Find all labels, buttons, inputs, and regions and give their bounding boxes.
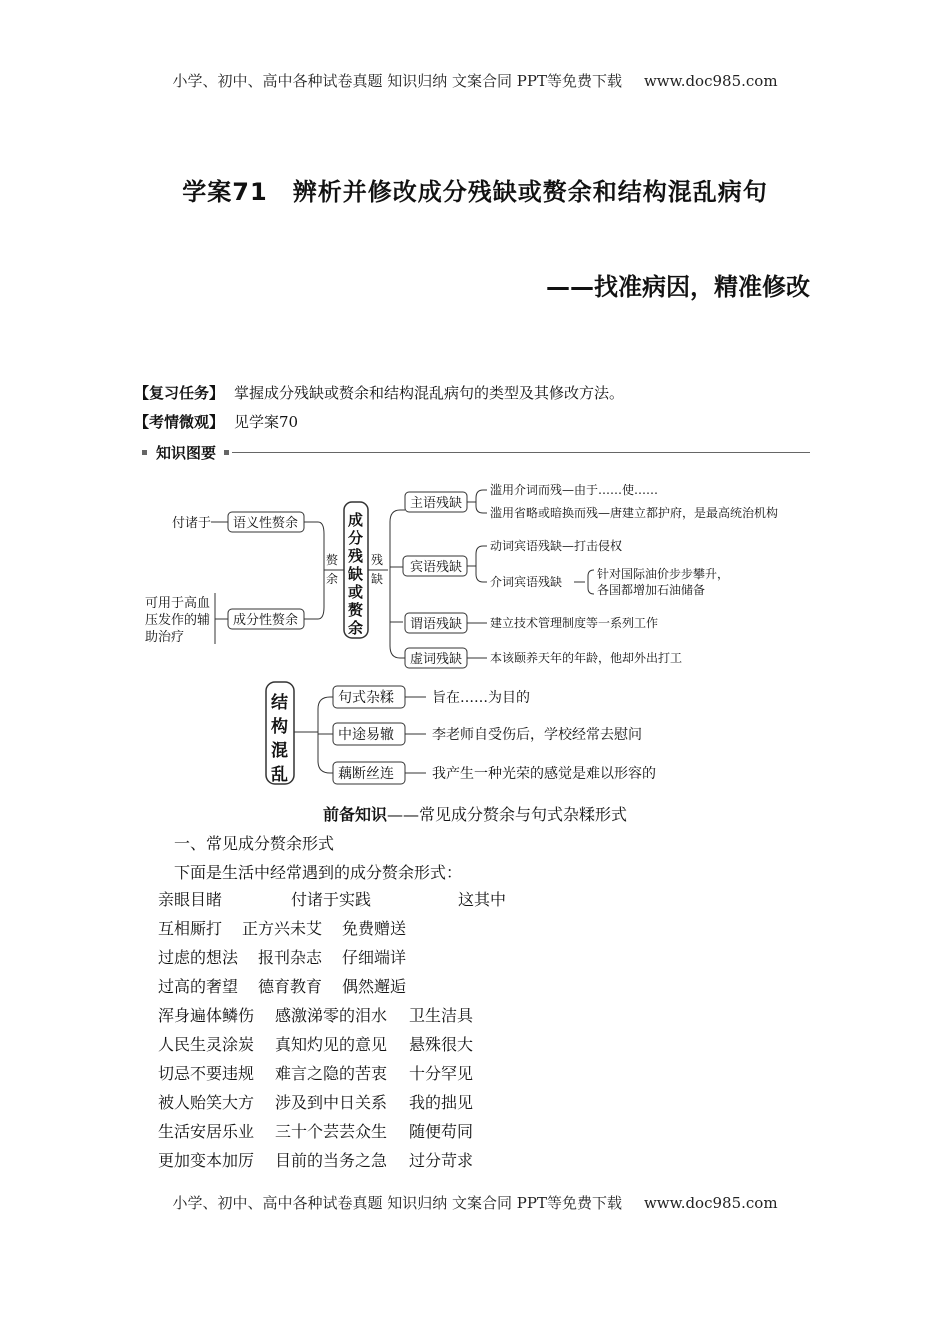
center-char: 残 <box>348 547 364 565</box>
center-char: 或 <box>348 583 364 601</box>
semantic-redundancy-label: 语义性赘余 <box>233 516 299 531</box>
phrase: 人民生灵涂炭 <box>158 1035 255 1054</box>
phrase: 悬殊很大 <box>409 1035 474 1054</box>
subject-missing-label: 主语残缺 <box>410 496 463 511</box>
exam-view-label: 【考情微观】 <box>134 413 225 431</box>
phrase: 仔细端详 <box>342 948 407 967</box>
review-task <box>134 382 624 403</box>
phrase: 卫生洁具 <box>409 1006 474 1025</box>
object-missing-label: 宾语残缺 <box>410 560 463 575</box>
phrase: 生活安居乐业 <box>158 1122 255 1141</box>
phrase: 过分苛求 <box>409 1151 474 1170</box>
phrase: 感激涕零的泪水 <box>275 1006 388 1025</box>
phrase: 涉及到中日关系 <box>275 1093 388 1112</box>
phrase: 付诸于实践 <box>291 890 372 909</box>
structure-item-label: 句式杂糅 <box>338 690 394 706</box>
phrase: 正方兴未艾 <box>242 919 323 938</box>
phrase: 我的拙见 <box>409 1093 474 1112</box>
structure-char: 构 <box>271 717 288 737</box>
component-example-line: 可用于高血 <box>145 596 211 611</box>
center-char: 分 <box>348 529 364 547</box>
structure-item-label: 藕断丝连 <box>338 766 394 782</box>
footer-text: 小学、初中、高中各种试卷真题 知识归纳 文案合同 PPT等免费下载 <box>172 1194 622 1212</box>
missing-char: 残 <box>371 553 384 567</box>
review-task-text: 掌握成分残缺或赘余和结构混乱病句的类型及其修改方法。 <box>234 384 625 402</box>
component-example-line: 压发作的辅 <box>145 613 211 628</box>
phrase: 浑身遍体鳞伤 <box>158 1006 255 1025</box>
knowledge-map-heading <box>140 441 810 463</box>
phrase: 更加变本加厉 <box>158 1151 255 1170</box>
verb-object-missing: 动词宾语残缺—打击侵权 <box>490 539 623 553</box>
prep-object-missing: 介词宾语残缺 <box>490 575 563 589</box>
structure-item-example: 旨在……为目的 <box>432 690 530 706</box>
section-title-rest: ——常见成分赘余与句式杂糅形式 <box>387 805 628 824</box>
center-char: 赘 <box>348 601 364 619</box>
section-title-bold: 前备知识 <box>322 805 387 824</box>
phrase: 免费赠送 <box>342 919 407 938</box>
phrase: 目前的当务之急 <box>275 1151 388 1170</box>
predicate-missing-label: 谓语残缺 <box>410 617 463 632</box>
function-word-missing-example: 本该颐养天年的年龄，他却外出打工 <box>490 651 683 665</box>
section-title <box>0 802 950 825</box>
missing-char: 缺 <box>371 572 384 586</box>
exam-view-text: 见学案70 <box>234 413 299 431</box>
subsection-heading: 一、常见成分赘余形式 <box>174 834 335 853</box>
structure-item-example: 我产生一种光荣的感觉是难以形容的 <box>432 766 656 782</box>
knowledge-map-diagram <box>0 470 950 790</box>
page-footer <box>0 1192 950 1213</box>
phrase: 难言之隐的苦衷 <box>275 1064 388 1083</box>
phrase: 亲眼目睹 <box>158 890 223 909</box>
component-redundancy-label: 成分性赘余 <box>233 613 299 628</box>
heading-rule <box>232 452 810 453</box>
exam-view <box>134 411 298 432</box>
bullet-square-icon <box>224 450 229 455</box>
function-word-missing-label: 虚词残缺 <box>410 652 463 667</box>
phrase: 过高的奢望 <box>158 977 239 996</box>
phrase: 三十个芸芸众生 <box>275 1122 388 1141</box>
phrase: 十分罕见 <box>409 1064 474 1083</box>
prep-object-example-line: 针对国际油价步步攀升， <box>597 567 730 581</box>
knowledge-map-title: 知识图要 <box>156 444 217 462</box>
center-char: 缺 <box>348 565 364 583</box>
redundancy-char: 余 <box>326 572 339 586</box>
phrase: 切忌不要违规 <box>158 1064 255 1083</box>
center-char: 余 <box>348 619 364 637</box>
structure-char: 混 <box>271 741 288 761</box>
redundancy-char: 赘 <box>326 553 339 567</box>
page-subtitle: ——找准病因，精准修改 <box>546 273 810 301</box>
structure-item-example: 李老师自受伤后，学校经常去慰问 <box>432 727 642 743</box>
component-example-line: 助治疗 <box>145 630 185 645</box>
phrase: 随便苟同 <box>409 1122 474 1141</box>
page-header <box>0 70 950 91</box>
phrase: 德育教育 <box>258 977 323 996</box>
review-task-label: 【复习任务】 <box>134 384 225 402</box>
phrase: 真知灼见的意见 <box>275 1035 388 1054</box>
phrase: 互相厮打 <box>158 919 223 938</box>
predicate-missing-example: 建立技术管理制度等一系列工作 <box>490 616 659 630</box>
footer-url[interactable]: www.doc985.com <box>643 1194 778 1212</box>
bullet-square-icon <box>142 450 147 455</box>
subject-missing-item: 滥用介词而残—由于……使…… <box>490 483 659 497</box>
phrase: 偶然邂逅 <box>342 977 407 996</box>
structure-item-label: 中途易辙 <box>338 727 394 743</box>
header-url[interactable]: www.doc985.com <box>643 72 778 90</box>
intro-text: 下面是生活中经常遇到的成分赘余形式： <box>174 863 463 882</box>
structure-char: 结 <box>271 693 288 713</box>
prep-object-example-line: 各国都增加石油储备 <box>597 583 706 597</box>
phrase: 被人贻笑大方 <box>158 1093 255 1112</box>
phrase: 报刊杂志 <box>258 948 323 967</box>
page-title: 学案71 辨析并修改成分残缺或赘余和结构混乱病句 <box>182 178 768 206</box>
center-char: 成 <box>348 511 364 529</box>
subject-missing-item: 滥用省略或暗换而残—唐建立都护府，是最高统治机构 <box>490 506 779 520</box>
semantic-example: 付诸于 <box>172 516 212 531</box>
phrase: 这其中 <box>458 890 507 909</box>
structure-char: 乱 <box>271 765 288 785</box>
phrase: 过虑的想法 <box>158 948 239 967</box>
header-text: 小学、初中、高中各种试卷真题 知识归纳 文案合同 PPT等免费下载 <box>172 72 622 90</box>
